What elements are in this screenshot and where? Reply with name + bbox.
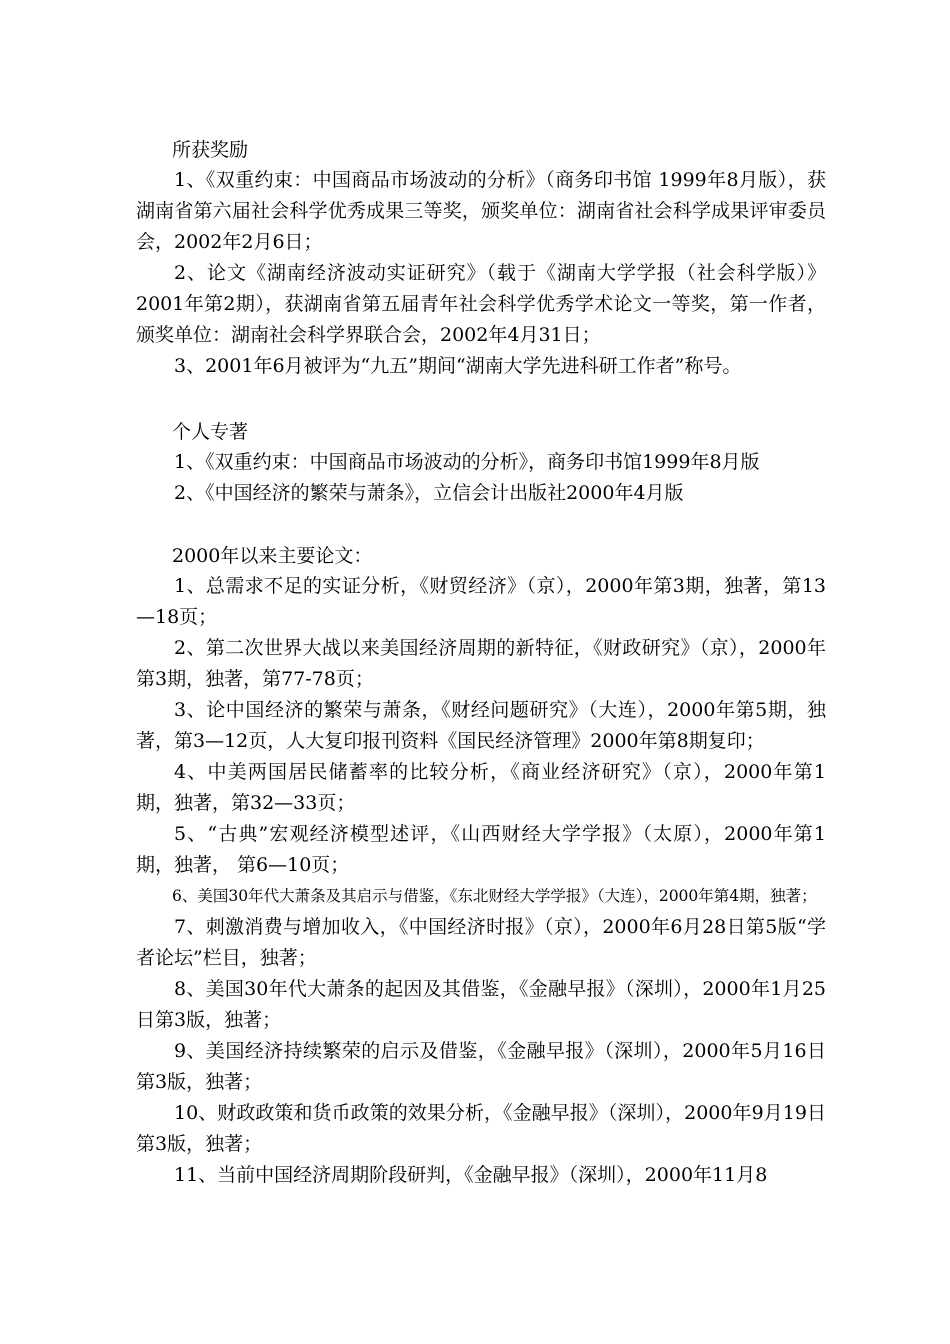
monographs-heading: 个人专著 xyxy=(172,421,249,443)
award-item: 1、《双重约束：中国商品市场波动的分析》（商务印书馆 1999年8月版），获湖南省第六届社会科学优秀成果三等奖，颁奖单位：湖南省社会科学成果评审委员会，2002年2月6日； xyxy=(136,169,826,253)
paper-item: 8、美国30年代大萧条的起因及其借鉴，《金融早报》（深圳），2000年1月25日第3版，独著； xyxy=(136,978,826,1031)
paper-item: 9、美国经济持续繁荣的启示及借鉴，《金融早报》（深圳），2000年5月16日第3版，独著； xyxy=(136,1040,826,1093)
papers-section xyxy=(136,541,826,1191)
paper-item: 11、当前中国经济周期阶段研判，《金融早报》（深圳），2000年11月8 xyxy=(174,1164,768,1186)
paper-item: 5、“古典”宏观经济模型述评，《山西财经大学学报》（太原），2000年第1期，独著， 第6—10页； xyxy=(136,823,826,876)
award-item: 3、2001年6月被评为“九五”期间“湖南大学先进科研工作者”称号。 xyxy=(174,355,742,377)
paper-item: 10、财政政策和货币政策的效果分析，《金融早报》（深圳），2000年9月19日第3版，独著； xyxy=(136,1102,826,1155)
awards-section xyxy=(136,135,826,382)
paper-item: 2、第二次世界大战以来美国经济周期的新特征，《财政研究》（京），2000年第3期，独著，第77-78页； xyxy=(136,637,826,690)
awards-heading: 所获奖励 xyxy=(172,139,249,161)
paper-item: 1、总需求不足的实证分析，《财贸经济》（京），2000年第3期，独著，第13—18页； xyxy=(136,575,826,628)
papers-heading: 2000年以来主要论文： xyxy=(172,545,373,567)
paper-item: 3、论中国经济的繁荣与萧条，《财经问题研究》（大连），2000年第5期，独著，第3—12页，人大复印报刊资料《国民经济管理》2000年第8期复印； xyxy=(136,699,826,752)
award-item: 2、论文《湖南经济波动实证研究》（载于《湖南大学学报（社会科学版）》2001年第2期），获湖南省第五届青年社会科学优秀学术论文一等奖，第一作者，颁奖单位：湖南社会科学界联合会，2002年4月31日； xyxy=(136,262,826,346)
monograph-item: 1、《双重约束：中国商品市场波动的分析》，商务印书馆1999年8月版 xyxy=(174,451,760,473)
paper-item: 4、中美两国居民储蓄率的比较分析，《商业经济研究》（京），2000年第1期，独著，第32—33页； xyxy=(136,761,826,814)
monograph-item: 2、《中国经济的繁荣与萧条》，立信会计出版社2000年4月版 xyxy=(174,482,684,504)
paper-item: 6、美国30年代大萧条及其启示与借鉴，《东北财经大学学报》（大连），2000年第4期，独著； xyxy=(172,887,817,905)
monographs-section xyxy=(136,417,826,509)
paper-item: 7、刺激消费与增加收入，《中国经济时报》（京），2000年6月28日第5版“学者论坛”栏目，独著； xyxy=(136,916,826,969)
